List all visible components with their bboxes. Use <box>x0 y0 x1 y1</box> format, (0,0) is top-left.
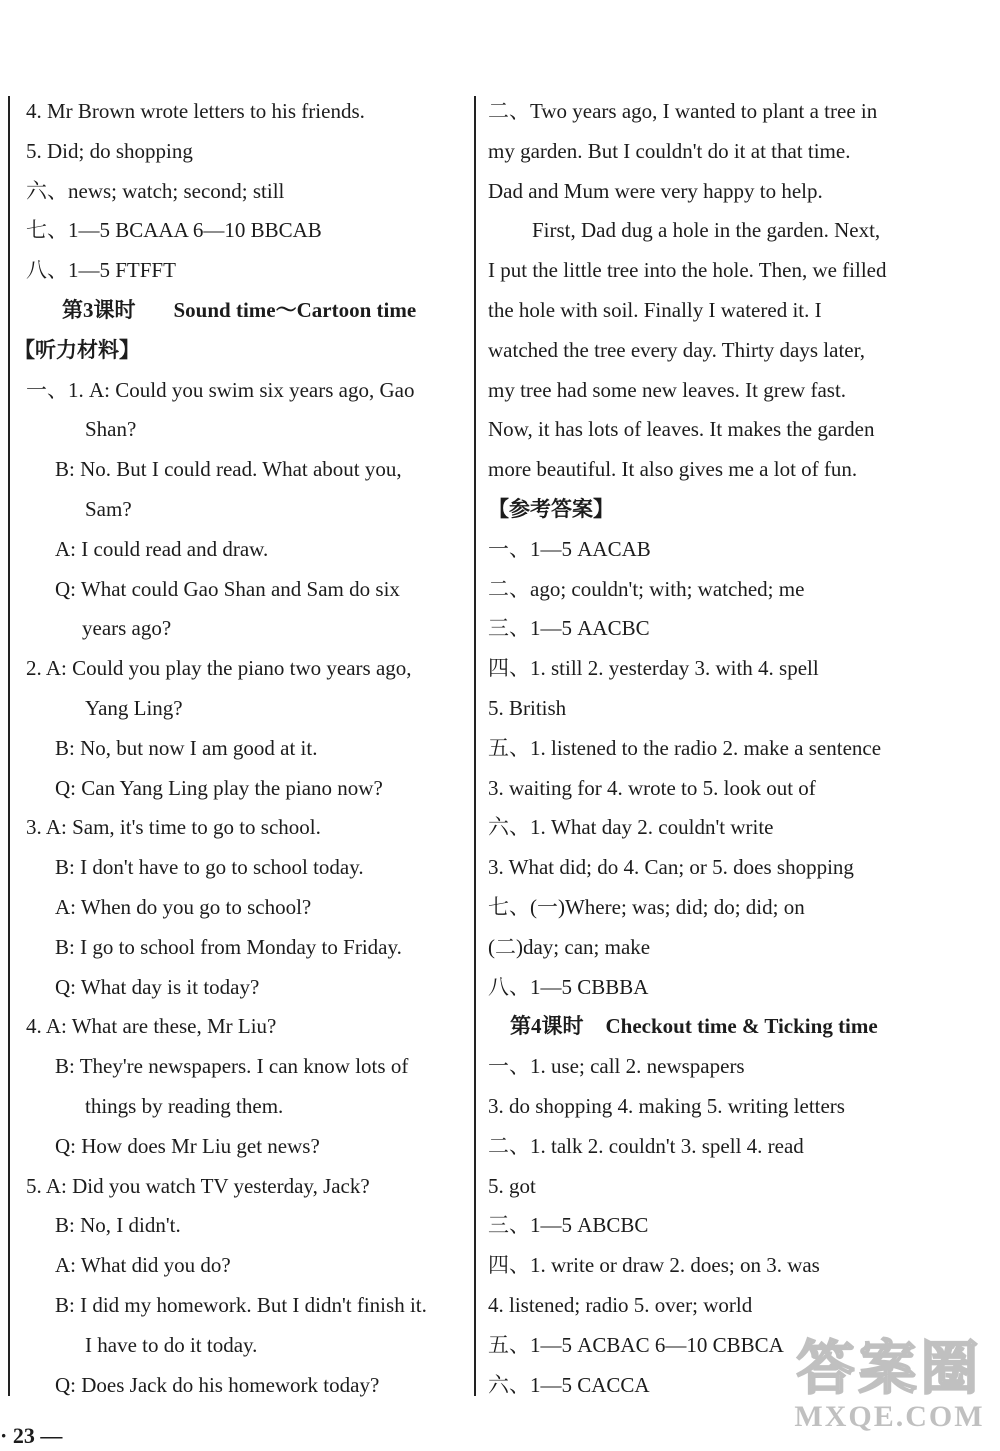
dialogue-line: 一、1. A: Could you swim six years ago, Gao <box>26 377 415 402</box>
dialogue-line: I have to do it today. <box>85 1332 258 1357</box>
answer-line: 3. waiting for 4. wrote to 5. look out of <box>488 775 816 800</box>
passage-line: First, Dad dug a hole in the garden. Next, <box>532 218 881 243</box>
dialogue-line: Shan? <box>85 417 137 442</box>
dialogue-line: years ago? <box>82 616 172 641</box>
lesson-3-label: 第3课时 <box>62 298 136 322</box>
answer-line: 七、(一)Where; was; did; do; did; on <box>488 895 805 919</box>
dialogue-line: Q: How does Mr Liu get news? <box>55 1133 320 1158</box>
answer-line: 4. Mr Brown wrote letters to his friends. <box>26 99 365 123</box>
passage-line: I put the little tree into the hole. Then, we filled <box>488 258 887 283</box>
lesson-3-heading <box>62 291 470 331</box>
passage-line: my tree had some new leaves. It grew fast. <box>488 377 847 402</box>
answer-line: 四、1. still 2. yesterday 3. with 4. spell <box>488 656 819 681</box>
dialogue-line: 3. A: Sam, it's time to go to school. <box>26 815 321 840</box>
answer-line: 四、1. write or draw 2. does; on 3. was <box>488 1253 820 1278</box>
dialogue-line: things by reading them. <box>85 1094 284 1118</box>
dialogue-line: B: They're newspapers. I can know lots of <box>55 1054 409 1079</box>
answer-line: 七、1—5 BCAAA 6—10 BBCAB <box>26 218 322 243</box>
answer-line: 5. British <box>488 696 567 720</box>
dialogue-line: Q: What day is it today? <box>55 974 260 999</box>
dialogue-line: Q: Can Yang Ling play the piano now? <box>55 775 383 800</box>
dialogue-line: A: When do you go to school? <box>55 895 312 919</box>
lesson-4-heading <box>510 1007 923 1047</box>
dialogue-line: 2. A: Could you play the piano two years ago, <box>26 656 412 681</box>
answer-line: 5. got <box>488 1173 536 1198</box>
lesson-3-title: Sound time～Cartoon time <box>173 298 417 322</box>
passage-line: Now, it has lots of leaves. It makes the garden <box>488 417 875 442</box>
lesson-4-label: 第4课时 <box>510 1014 584 1039</box>
answer-line: 八、1—5 CBBBA <box>488 974 649 999</box>
dialogue-line: A: I could read and draw. <box>55 536 269 561</box>
answer-line: 六、news; watch; second; still <box>26 178 285 203</box>
answer-line: 三、1—5 ABCBC <box>488 1213 649 1238</box>
passage-line: Dad and Mum were very happy to help. <box>488 178 823 203</box>
answer-line: 3. What did; do 4. Can; or 5. does shopping <box>488 855 854 880</box>
answer-line: 二、ago; couldn't; with; watched; me <box>488 576 805 601</box>
dialogue-line: B: I don't have to go to school today. <box>55 855 364 880</box>
passage-line: more beautiful. It also gives me a lot of fun. <box>488 457 858 482</box>
watermark-logo <box>787 1338 992 1443</box>
passage-line: watched the tree every day. Thirty days later, <box>488 337 865 362</box>
dialogue-line: B: I go to school from Monday to Friday. <box>55 934 402 959</box>
watermark-main: 答案圈 <box>796 1336 983 1401</box>
answer-line: 3. do shopping 4. making 5. writing letters <box>488 1094 845 1118</box>
dialogue-line: Sam? <box>85 497 132 521</box>
dialogue-line: B: No. But I could read. What about you, <box>55 457 402 482</box>
dialogue-line: 4. A: What are these, Mr Liu? <box>26 1014 277 1039</box>
answer-line: 一、1. use; call 2. newspapers <box>488 1054 745 1079</box>
column-divider <box>474 96 476 1396</box>
passage-line: my garden. But I couldn't do it at that time. <box>488 138 851 163</box>
passage-line: 二、Two years ago, I wanted to plant a tree in <box>488 99 878 123</box>
answer-line: 五、1—5 ACBAC 6—10 CBBCA <box>488 1332 784 1357</box>
answer-line: 六、1. What day 2. couldn't write <box>488 815 774 840</box>
left-margin-rule <box>8 96 10 1396</box>
lesson-4-title: Checkout time & Ticking time <box>605 1014 878 1039</box>
listening-material-header: 【听力材料】 <box>14 337 140 362</box>
passage-line: the hole with soil. Finally I watered it. I <box>488 298 822 322</box>
watermark-sub: MXQE.COM <box>794 1400 985 1433</box>
dialogue-line: Q: What could Gao Shan and Sam do six <box>55 576 400 601</box>
answer-line: 六、1—5 CACCA <box>488 1372 650 1397</box>
answer-line: 二、1. talk 2. couldn't 3. spell 4. read <box>488 1133 804 1158</box>
answer-line: 三、1—5 AACBC <box>488 616 650 641</box>
answer-line: 一、1—5 AACAB <box>488 536 651 561</box>
dialogue-line: B: No, I didn't. <box>55 1213 181 1238</box>
dialogue-line: B: I did my homework. But I didn't finish it. <box>55 1293 427 1317</box>
dialogue-line: A: What did you do? <box>55 1253 231 1278</box>
answer-line: 4. listened; radio 5. over; world <box>488 1293 753 1317</box>
answer-line: 5. Did; do shopping <box>26 138 193 163</box>
answer-line: (二)day; can; make <box>488 934 651 959</box>
answer-line: 八、1—5 FTFFT <box>26 258 176 283</box>
dialogue-line: Q: Does Jack do his homework today? <box>55 1372 380 1397</box>
answer-line: 五、1. listened to the radio 2. make a sentence <box>488 735 882 760</box>
dialogue-line: 5. A: Did you watch TV yesterday, Jack? <box>26 1173 370 1198</box>
page-number: · 23 — <box>0 1423 63 1448</box>
reference-answers-header: 【参考答案】 <box>488 497 614 521</box>
dialogue-line: Yang Ling? <box>85 696 183 720</box>
dialogue-line: B: No, but now I am good at it. <box>55 735 318 760</box>
